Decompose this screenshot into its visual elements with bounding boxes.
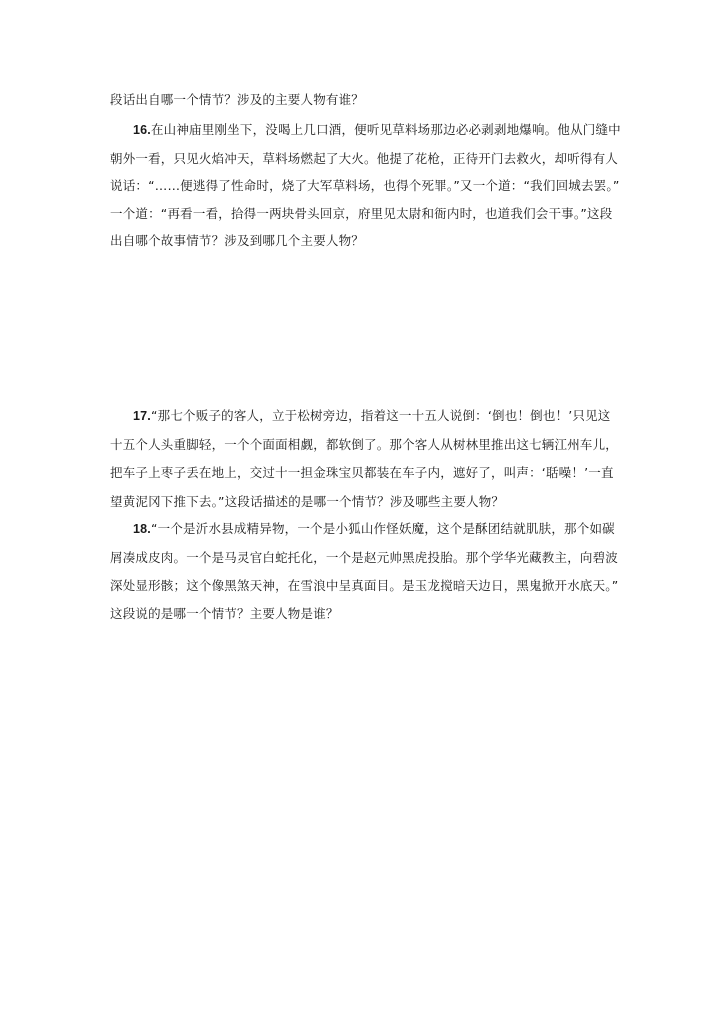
question-16-first-line bbox=[133, 122, 621, 138]
question-15-tail: 段话出自哪一个情节？涉及的主要人物有谁？ bbox=[110, 92, 365, 107]
question-16-text-line: 在山神庙里刚坐下，没喝上几口酒，便听见草料场那边必必剥剥地爆响。他从门缝中 bbox=[150, 122, 621, 137]
question-18-text-line: 屑凑成皮肉。一个是马灵官白蛇托化，一个是赵元帅黑虎投胎。那个学华光藏教主，向碧波 bbox=[110, 550, 619, 565]
question-17-first-line bbox=[133, 408, 611, 424]
question-17-text-line: 望黄泥冈下推下去。”这段话描述的是哪一个情节？涉及哪些主要人物？ bbox=[110, 494, 505, 509]
question-17-text-line: “那七个贩子的客人，立于松树旁边，指着这一十五人说倒：‘倒也！倒也！’只见这 bbox=[150, 408, 611, 423]
question-18-number: 18. bbox=[133, 522, 151, 536]
question-17-text-line: 十五个人头重脚轻，一个个面面相觑，都软倒了。那个客人从树林里推出这七辆江州车儿， bbox=[110, 437, 619, 452]
question-17-number: 17. bbox=[133, 409, 151, 423]
question-18-text-line: 深处显形骸；这个像黑煞天神，在雪浪中呈真面目。是玉龙搅暗天边日，黑鬼掀开水底天。” bbox=[110, 578, 619, 593]
question-16-text-line: 一个道：“再看一看，拾得一两块骨头回京，府里见太尉和衙内时，也道我们会干事。”这段 bbox=[110, 206, 613, 221]
question-17-text-line: 把车子上枣子丢在地上，交过十一担金珠宝贝都装在车子内，遮好了，叫声：‘聒噪！’一直 bbox=[110, 465, 614, 480]
question-16-text-line: 出自哪个故事情节？涉及到哪几个主要人物？ bbox=[110, 233, 365, 248]
question-16-text-line: 说话：“……便逃得了性命时，烧了大军草料场，也得个死罪。”又一个道：“我们回城去罢。” bbox=[110, 178, 620, 193]
question-18-text-line: “一个是沂水县成精异物，一个是小狐山作怪妖魔，这个是酥团结就肌肤，那个如碳 bbox=[150, 521, 615, 536]
question-16-text-line: 朝外一看，只见火焰冲天，草料场燃起了大火。他提了花枪，正待开门去救火，却听得有人 bbox=[110, 151, 619, 166]
question-16-number: 16. bbox=[133, 123, 151, 137]
question-18-text-line: 这段说的是哪一个情节？主要人物是谁？ bbox=[110, 606, 339, 621]
question-18-first-line bbox=[133, 521, 615, 537]
